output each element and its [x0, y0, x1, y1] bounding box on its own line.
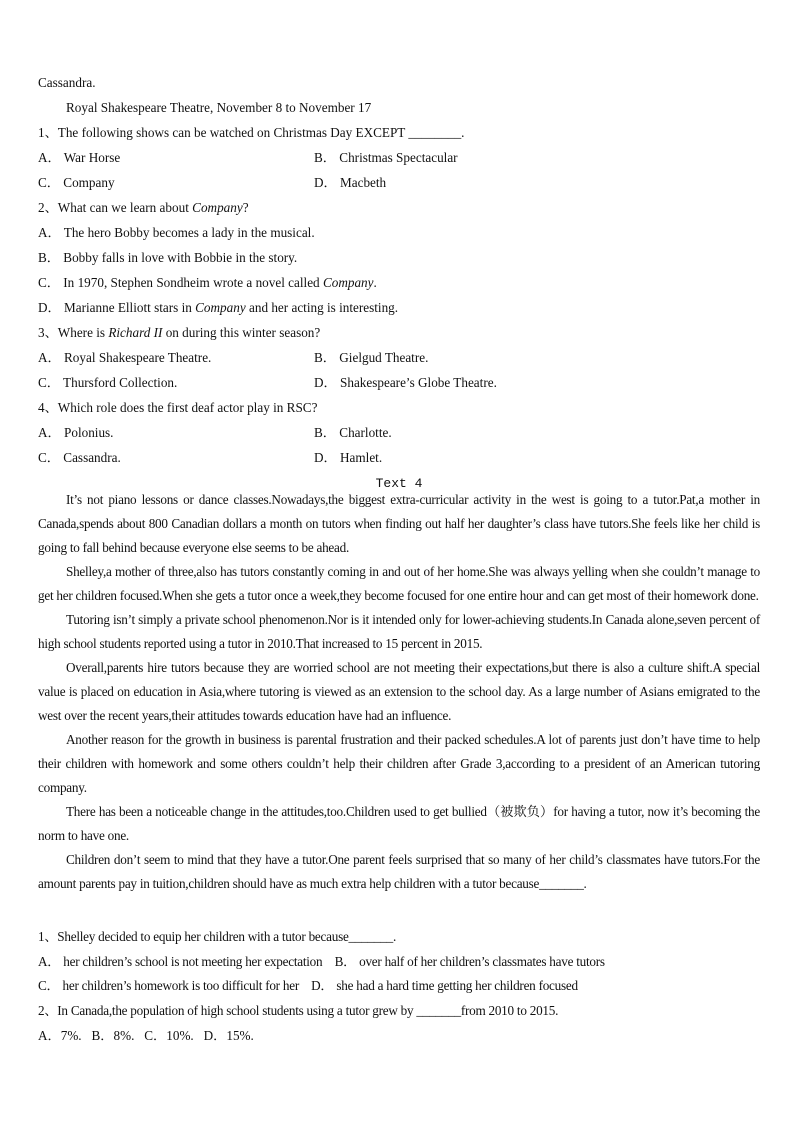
option-a: A．7%.: [38, 1028, 82, 1043]
option-row: [38, 175, 760, 191]
option-a: A． War Horse: [38, 150, 121, 165]
option-b: B． Christmas Spectacular: [314, 150, 458, 165]
option-d: D． Hamlet.: [314, 450, 383, 465]
option-c: C．10%.: [144, 1028, 194, 1043]
question-4: 4、Which role does the first deaf actor play in RSC?: [38, 400, 318, 415]
option-a: A． Royal Shakespeare Theatre.: [38, 350, 212, 365]
question-3: 3、Where is Richard II on during this winter season?: [38, 325, 321, 340]
paragraph: Another reason for the growth in business is parental frustration and their packed schedules.A lot of parents just don’t have time to help their children with homework and some others couldn’t help their children after Grade 3,according to a president of an American tutoring company.: [38, 732, 760, 795]
paragraph: Overall,parents hire tutors because they are worried school are not meeting their expectations,but there is also a culture shift.A special value is placed on education in Asia,where tutoring is viewed as an extension to the school day. As a large number of Asians emigrated to the west over the recent years,their attitudes towards education have had an influence.: [38, 660, 760, 723]
paragraph: Shelley,a mother of three,also has tutors constantly coming in and out of her home.She was always yelling when she couldn’t manage to get her children focused.When she gets a tutor once a week,they become focused for one entire hour and can get most of their homework done.: [38, 564, 760, 603]
option-a: A． her children’s school is not meeting her expectation: [38, 954, 323, 969]
venue-line: Royal Shakespeare Theatre, November 8 to November 17: [66, 100, 372, 115]
option-row: [38, 425, 760, 441]
option-b: B． Gielgud Theatre.: [314, 350, 429, 365]
option-row: [38, 350, 760, 366]
question-number: 1、: [38, 125, 58, 140]
section-title: Text 4: [375, 476, 423, 491]
option-b: B．8%.: [91, 1028, 135, 1043]
text4-question-1: 1、Shelley decided to equip her children with a tutor because_______.: [38, 929, 397, 944]
option-row: [38, 150, 760, 166]
option-row: [38, 375, 760, 391]
option-c: C． her children’s homework is too difficult for her: [38, 978, 299, 993]
option-row: [38, 450, 760, 466]
passage: [38, 488, 760, 896]
option-d: D． she had a hard time getting her children focused: [311, 978, 578, 993]
option-c: C． Cassandra.: [38, 450, 121, 465]
option-b: B． Charlotte.: [314, 425, 392, 440]
text4-question-2: 2、In Canada,the population of high school students using a tutor grew by _______from 2010 to 2015.: [38, 1003, 559, 1018]
option-row: [38, 1028, 254, 1044]
paragraph: It’s not piano lessons or dance classes.Nowadays,the biggest extra-curricular activity in the west is going to a tutor.Pat,a mother in Canada,spends about 800 Canadian dollars a month on tutors when finding out half her daughter’s class have tutors.She feels like her child is going to fall behind because everyone else seems to be ahead.: [38, 492, 760, 555]
paragraph: Children don’t seem to mind that they have a tutor.One parent feels surprised that so many of her child’s classmates have tutors.For the amount parents pay in tuition,children should have as much extra help children with a tutor because_______.: [38, 852, 760, 891]
question-2: 2、What can we learn about Company?: [38, 200, 249, 215]
option-b: B． over half of her children’s classmates have tutors: [334, 954, 605, 969]
option-d: D． Marianne Elliott stars in Company and her acting is interesting.: [38, 300, 399, 315]
top-fragment: Cassandra.: [38, 75, 96, 90]
question-text: The following shows can be watched on Christmas Day EXCEPT ________.: [57, 125, 465, 140]
option-c: C． Company: [38, 175, 115, 190]
question-1: [38, 125, 464, 141]
option-row: [38, 978, 578, 994]
paragraph: There has been a noticeable change in the attitudes,too.Children used to get bullied（被欺负）for having a tutor, now it’s becoming the norm to have one.: [38, 804, 760, 843]
option-a: A． The hero Bobby becomes a lady in the musical.: [38, 225, 315, 240]
paragraph: Tutoring isn’t simply a private school phenomenon.Nor is it intended only for lower-achieving students.In Canada alone,seven percent of high school students reported using a tutor in 2010.That increased to 15 percent in 2015.: [38, 612, 760, 651]
option-c: C． Thursford Collection.: [38, 375, 178, 390]
option-row: [38, 954, 605, 970]
option-d: D．15%.: [203, 1028, 254, 1043]
option-b: B． Bobby falls in love with Bobbie in the story.: [38, 250, 298, 265]
option-c: C． In 1970, Stephen Sondheim wrote a novel called Company.: [38, 275, 377, 290]
option-a: A． Polonius.: [38, 425, 114, 440]
option-d: D． Macbeth: [314, 175, 387, 190]
option-d: D． Shakespeare’s Globe Theatre.: [314, 375, 497, 390]
